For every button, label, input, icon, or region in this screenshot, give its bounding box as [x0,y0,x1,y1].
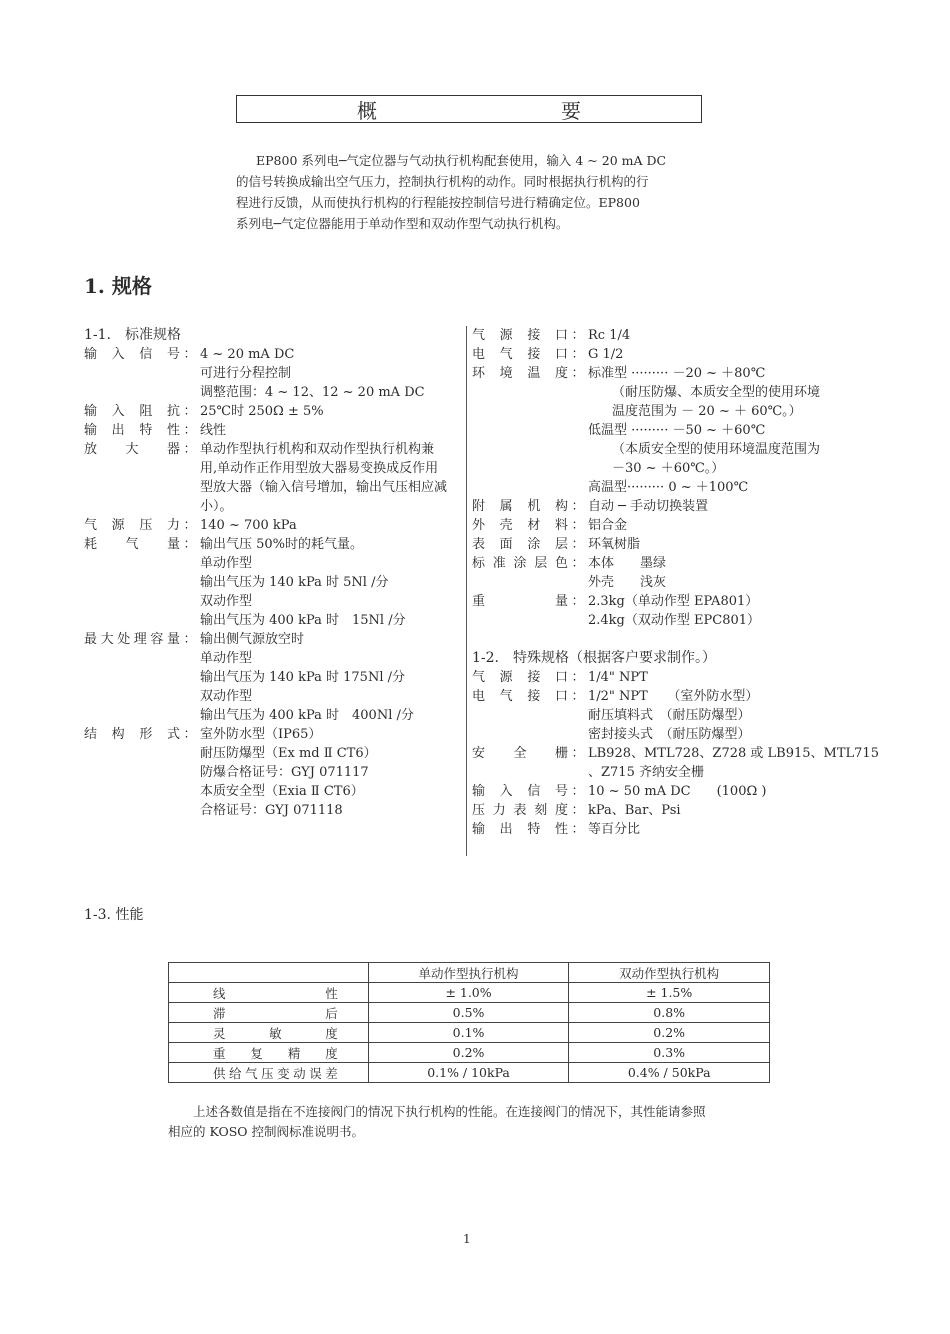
spec-colon: ： [571,328,585,343]
spec-continuation: 本质安全型（Exia Ⅱ CT6） [200,784,364,799]
intro-line: 系列电─气定位器能用于单动作型和双动作型气动执行机构。 [236,216,569,231]
spec-value: 本体 墨绿 [588,556,667,571]
spec-continuation: 温度范围为 － 20 ~ ＋ 60℃。） [612,404,802,419]
intro-line: 的信号转换成输出空气压力，控制执行机构的动作。同时根据执行机构的行 [236,174,649,189]
spec-row [472,744,912,763]
spec-colon: ： [571,689,585,704]
spec-continuation: －30 ~ ＋60℃。） [612,461,725,476]
subheading-performance: 1-3. 性能 [84,907,144,923]
spec-label: 安全栅 [472,746,568,761]
spec-value: 输出气压 50%时的耗气量。 [200,537,364,552]
row-label-cell: 线性 [169,983,369,1003]
spec-label: 环境温度 [472,366,568,381]
spec-value: 2.3kg（单动作型 EPA801） [588,594,759,609]
spec-row [472,801,912,820]
spec-value: kPa、Bar、Psi [588,803,681,818]
page-title: 概 要 [236,95,702,123]
spec-value: 标准型 ········· －20 ~ ＋80℃ [588,366,766,381]
spacer [472,630,912,649]
spec-value: 单动作型执行机构和双动作型执行机构兼 [200,442,435,457]
spec-row [472,535,912,554]
spec-continuation: 调整范围：4 ~ 12、12 ~ 20 mA DC [200,385,425,400]
intro-paragraph [236,150,706,234]
table-header-row [169,963,770,983]
spec-colon: ： [183,423,197,438]
spec-colon: ： [571,746,585,761]
spec-value: 等百分比 [588,822,641,837]
spec-label: 输出特性 [84,423,180,438]
spec-row [472,687,912,706]
spec-row [84,345,464,364]
spec-label: 放大器 [84,442,180,457]
spec-colon: ： [183,727,197,742]
spec-label: 附属机构 [472,499,568,514]
spec-colon: ： [571,556,585,571]
value-cell: 0.1% [368,1023,569,1043]
spec-colon: ： [183,518,197,533]
intro-line: EP800 系列电─气定位器与气动执行机构配套使用，输入 4 ~ 20 mA DC [256,153,667,168]
table-row [169,1003,770,1023]
spec-continuation: 2.4kg（双动作型 EPC801） [588,613,761,628]
column-divider [466,326,467,856]
table-header-cell: 单动作型执行机构 [368,963,569,983]
spec-colon: ： [183,537,197,552]
spec-label: 标准涂层色 [472,556,568,571]
spec-label: 气源接口 [472,670,568,685]
spec-continuation: 输出气压为 400 kPa 时 400Nl /分 [200,708,414,723]
value-cell: ± 1.0% [368,983,569,1003]
table-row [169,1043,770,1063]
spec-value: 自动 ─ 手动切换装置 [588,499,709,514]
spec-continuation: 可进行分程控制 [200,366,292,381]
spec-row [84,440,464,459]
section-heading-specs: 1. 规格 [84,274,152,298]
spec-colon: ： [571,366,585,381]
spec-continuation: 单动作型 [200,651,253,666]
spec-label: 电气接口 [472,347,568,362]
spec-value: G 1/2 [588,347,624,362]
spec-row [84,725,464,744]
spec-label: 输入阻抗 [84,404,180,419]
performance-note [168,1102,778,1142]
spec-row [472,364,912,383]
spec-row [84,535,464,554]
spec-colon: ： [571,594,585,609]
spec-row [84,402,464,421]
spec-row [472,820,912,839]
spec-value: 140 ~ 700 kPa [200,518,297,533]
spec-label: 结构形式 [84,727,180,742]
spec-colon: ： [571,670,585,685]
spec-row [472,516,912,535]
spec-label: 气源接口 [472,328,568,343]
spec-row [472,345,912,364]
spec-value: 1/2" NPT （室外防水型） [588,689,759,704]
table-row [169,1023,770,1043]
value-cell: 0.2% [569,1023,770,1043]
spec-row [472,554,912,573]
spec-value: 10 ~ 50 mA DC (100Ω ) [588,784,767,799]
spec-label: 压力表刻度 [472,803,568,818]
note-line: 相应的 KOSO 控制阀标准说明书。 [168,1124,365,1139]
spec-continuation: 型放大器（输入信号增加，输出气压相应减 [200,480,448,495]
row-label-cell: 重复精度 [169,1043,369,1063]
spec-value: 25℃时 250Ω ± 5% [200,404,324,419]
spec-row [472,497,912,516]
spec-value: 室外防水型（IP65） [200,727,322,742]
spec-continuation: （耐压防爆、本质安全型的使用环境 [612,385,821,400]
spec-continuation: 防爆合格证号：GYJ 071117 [200,765,369,780]
table-header-cell: 双动作型执行机构 [569,963,770,983]
spec-value: LB928、MTL728、Z728 或 LB915、MTL715 [588,746,879,761]
spec-row [84,421,464,440]
spec-continuation: 密封接头式 （耐压防爆型） [588,727,751,742]
spec-colon: ： [571,518,585,533]
spec-label: 表面涂层 [472,537,568,552]
spec-row [84,630,464,649]
spec-label: 外壳材料 [472,518,568,533]
spec-label: 重量 [472,594,568,609]
spec-continuation: 外壳 浅灰 [588,575,667,590]
spec-colon: ： [571,499,585,514]
spec-continuation: 高温型········· 0 ~ ＋100℃ [588,480,749,495]
spec-colon: ： [183,632,197,647]
spec-continuation: 双动作型 [200,689,253,704]
spec-value: 铝合金 [588,518,628,533]
spec-label: 输入信号 [84,347,180,362]
spec-row [472,668,912,687]
spec-label: 耗气量 [84,537,180,552]
spec-value: Rc 1/4 [588,328,631,343]
spec-colon: ： [571,537,585,552]
spec-row [472,326,912,345]
spec-colon: ： [571,784,585,799]
spec-label: 输出特性 [472,822,568,837]
table-row [169,1063,770,1083]
spec-continuation: 输出气压为 400 kPa 时 15Nl /分 [200,613,406,628]
table-row [169,983,770,1003]
spec-continuation: 双动作型 [200,594,253,609]
spec-continuation: 、Z715 齐纳安全栅 [588,765,704,780]
spec-value: 线性 [200,423,227,438]
row-label-cell: 灵敏度 [169,1023,369,1043]
spec-continuation: 低温型 ········· －50 ~ ＋60℃ [588,423,766,438]
spec-row [472,782,912,801]
spec-label: 最大处理容量 [84,632,180,647]
subheading-special-specs: 1-2. 特殊规格（根据客户要求制作。） [472,650,716,666]
spec-continuation: （本质安全型的使用环境温度范围为 [612,442,821,457]
value-cell: ± 1.5% [569,983,770,1003]
subheading-standard-specs: 1-1. 标准规格 [84,327,181,343]
spec-value: 环氧树脂 [588,537,641,552]
spec-continuation: 耐压填料式 （耐压防爆型） [588,708,751,723]
value-cell: 0.4% / 50kPa [569,1063,770,1083]
intro-line: 程进行反馈，从而使执行机构的行程能按控制信号进行精确定位。EP800 [236,195,640,210]
note-line: 上述各数值是指在不连接阀门的情况下执行机构的性能。在连接阀门的情况下，其性能请参照 [168,1104,706,1119]
spec-continuation: 输出气压为 140 kPa 时 175Nl /分 [200,670,405,685]
spec-continuation: 耐压防爆型（Ex md Ⅱ CT6） [200,746,377,761]
spec-colon: ： [571,822,585,837]
spec-colon: ： [183,347,197,362]
spec-colon: ： [571,347,585,362]
spec-colon: ： [183,442,197,457]
spec-value: 4 ~ 20 mA DC [200,347,295,362]
spec-colon: ： [183,404,197,419]
spec-row [84,516,464,535]
page-number: 1 [463,1232,471,1246]
spec-value: 输出侧气源放空时 [200,632,305,647]
spec-row [472,592,912,611]
value-cell: 0.8% [569,1003,770,1023]
value-cell: 0.3% [569,1043,770,1063]
spec-continuation: 输出气压为 140 kPa 时 5Nl /分 [200,575,389,590]
spec-continuation: 单动作型 [200,556,253,571]
spec-label: 电气接口 [472,689,568,704]
row-label-cell: 供给气压变动误差 [169,1063,369,1083]
spec-continuation: 小）。 [200,499,233,514]
performance-table [168,962,770,1083]
spec-label: 输入信号 [472,784,568,799]
spec-continuation: 用,单动作正作用型放大器易变换成反作用 [200,461,439,476]
spec-value: 1/4" NPT [588,670,648,685]
value-cell: 0.5% [368,1003,569,1023]
value-cell: 0.2% [368,1043,569,1063]
value-cell: 0.1% / 10kPa [368,1063,569,1083]
row-label-cell: 滞后 [169,1003,369,1023]
standard-specs-right [472,326,912,839]
table-header-cell [169,963,369,983]
spec-continuation: 合格证号：GYJ 071118 [200,803,343,818]
spec-colon: ： [571,803,585,818]
standard-specs-left [84,326,464,820]
spec-label: 气源压力 [84,518,180,533]
